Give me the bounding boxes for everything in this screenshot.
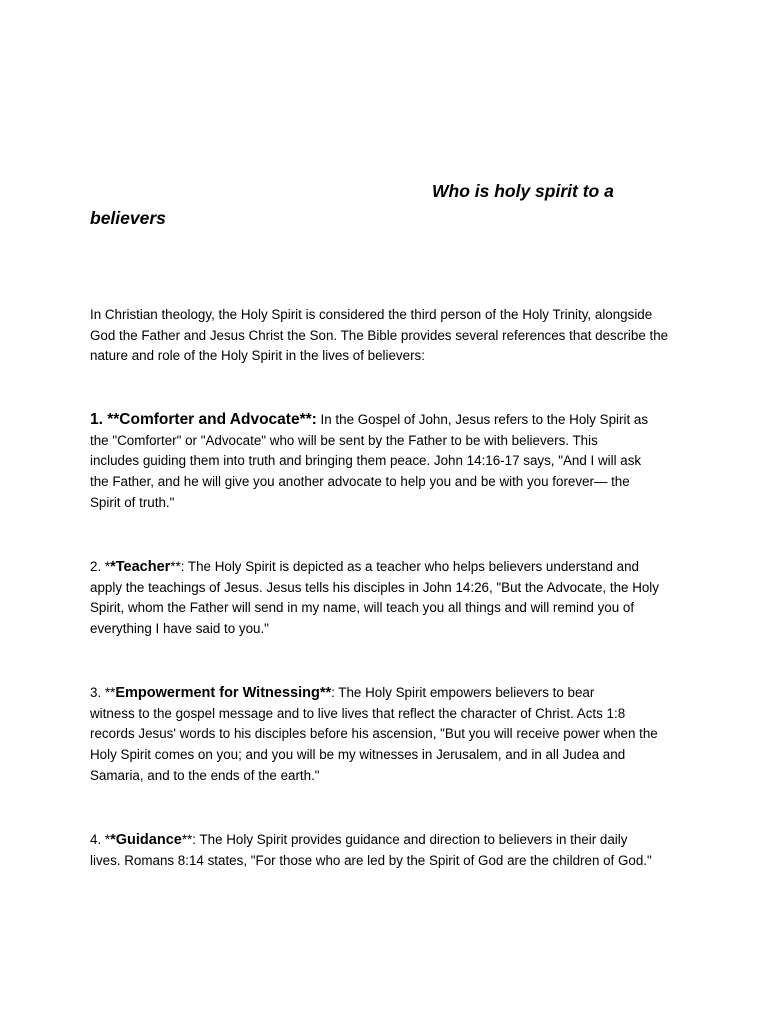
item-line: Spirit of truth." [90,494,175,510]
item-teacher-paragraph [90,557,690,640]
intro-paragraph [90,305,690,367]
item-line: apply the teachings of Jesus. Jesus tells his disciples in John 14:26, "But the Advocate, the Holy [90,579,659,595]
item-line: everything I have said to you." [90,621,269,637]
item-line: Samaria, and to the ends of the earth." [90,767,320,783]
item-first-line [90,683,690,704]
item-heading: *Guidance [110,832,182,848]
item-line: witness to the gospel message and to live lives that reflect the character of Christ. Acts 1:8 [90,705,626,721]
item-line: Holy Spirit comes on you; and you will be my witnesses in Jerusalem, and in all Judea and [90,747,626,763]
item-text: : The Holy Spirit empowers believers to bear [331,685,595,700]
item-first-line [90,557,690,578]
item-text: **: The Holy Spirit provides guidance and direction to believers in their daily [181,832,628,847]
item-line: records Jesus' words to his disciples before his ascension, "But you will receive power when the [90,726,658,742]
intro-line: In Christian theology, the Holy Spirit is considered the third person of the Holy Trinity, alongside [90,307,653,322]
item-line: Spirit, whom the Father will send in my name, will teach you all things and will remind you of [90,600,635,616]
item-heading: Empowerment for Witnessing** [115,685,332,701]
item-comforter-paragraph [90,410,690,514]
item-heading: *Teacher [110,559,171,575]
item-empowerment-paragraph [90,683,690,787]
document-title-line-2: believers [90,208,166,228]
intro-line: God the Father and Jesus Christ the Son. The Bible provides several references that describe the [90,327,669,343]
item-line: lives. Romans 8:14 states, "For those who are led by the Spirit of God are the children of God." [90,852,652,868]
item-guidance-paragraph [90,830,690,871]
item-first-line [90,410,690,431]
item-text: **: The Holy Spirit is depicted as a teacher who helps believers understand and [170,559,639,574]
item-first-line [90,830,690,851]
item-heading: 1. **Comforter and Advocate**: [90,411,317,428]
item-prefix: 4. * [90,832,111,847]
item-line: the "Comforter" or "Advocate" who will be sent by the Father to be with believers. This [90,432,598,448]
item-prefix: 3. ** [90,685,116,700]
intro-line: nature and role of the Holy Spirit in the lives of believers: [90,348,425,364]
document-title-line-1: Who is holy spirit to a [432,181,614,201]
item-prefix: 2. * [90,559,111,574]
item-line: the Father, and he will give you another advocate to help you and be with you forever— the [90,474,630,490]
item-line: includes guiding them into truth and bringing them peace. John 14:16-17 says, "And I will ask [90,453,642,469]
item-text: In the Gospel of John, Jesus refers to the Holy Spirit as [316,412,649,427]
